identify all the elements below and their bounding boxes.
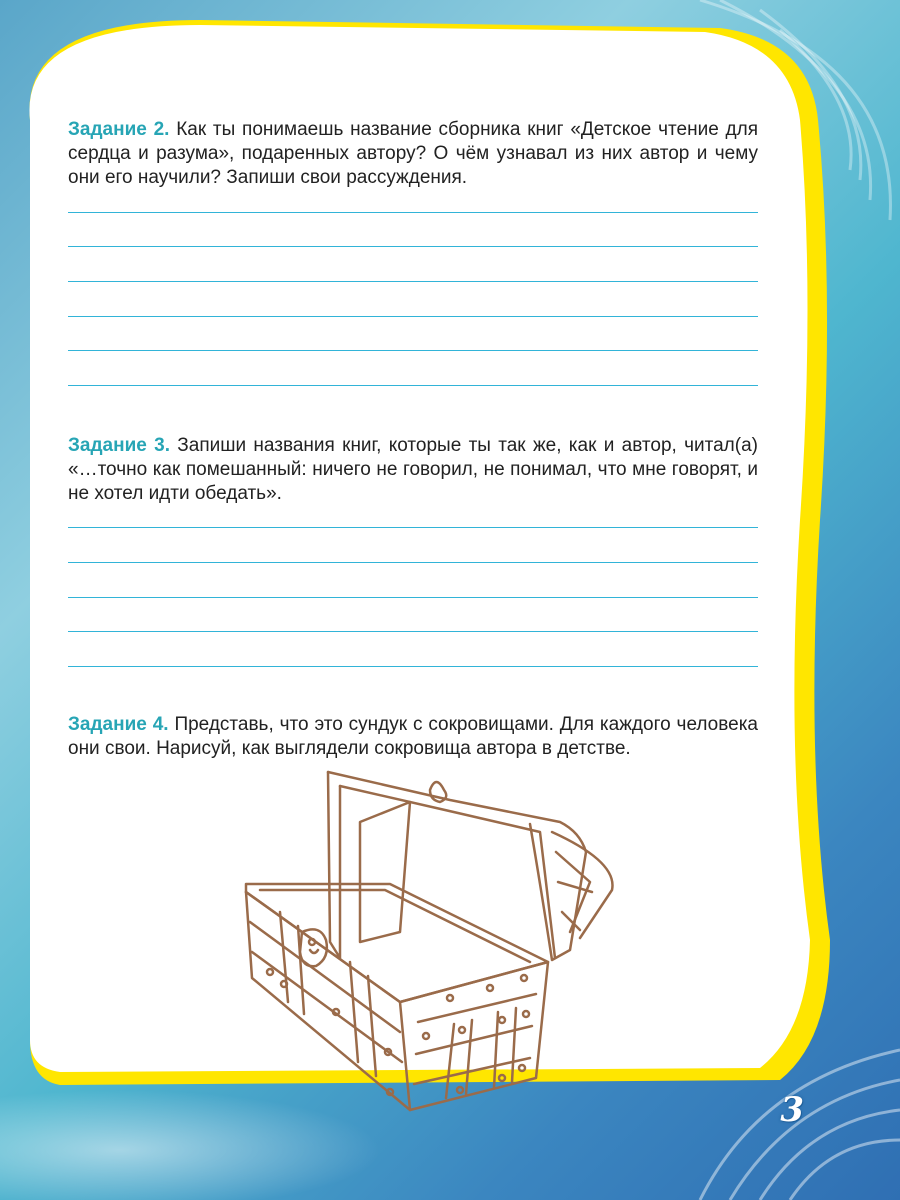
answer-line[interactable] <box>68 246 758 247</box>
task-2-text: Как ты понимаешь название сборника книг «Детское чтение для сердца и разума», подаренных автору? О чём узнавал из них автор и чему они его научили? Запиши свои рассуждения. <box>68 119 758 188</box>
answer-line[interactable] <box>68 527 758 528</box>
task-4-text: Представь, что это сундук с сокровищами. Для каждого человека они свои. Нарисуй, как выглядели сокровища автора в детстве. <box>68 714 758 759</box>
answer-line[interactable] <box>68 281 758 282</box>
answer-line[interactable] <box>68 666 758 667</box>
task-4 <box>68 713 758 761</box>
task-2 <box>68 118 758 190</box>
task-4-label: Задание 4. <box>68 714 169 735</box>
answer-line[interactable] <box>68 631 758 632</box>
task-2-label: Задание 2. <box>68 119 170 140</box>
task-3-label: Задание 3. <box>68 435 170 456</box>
answer-line[interactable] <box>68 350 758 351</box>
answer-line[interactable] <box>68 597 758 598</box>
answer-line[interactable] <box>68 316 758 317</box>
answer-line[interactable] <box>68 562 758 563</box>
task-3-text: Запиши названия книг, которые ты так же, как и автор, читал(а) «…точно как помешанный: ничего не говорил, не понимал, что мне говорят, и не хотел идти обедать». <box>68 435 758 504</box>
page-number: 3 <box>780 1090 804 1130</box>
answer-line[interactable] <box>68 212 758 213</box>
treasure-chest-icon[interactable] <box>240 762 620 1122</box>
task-3 <box>68 434 758 506</box>
answer-line[interactable] <box>68 385 758 386</box>
